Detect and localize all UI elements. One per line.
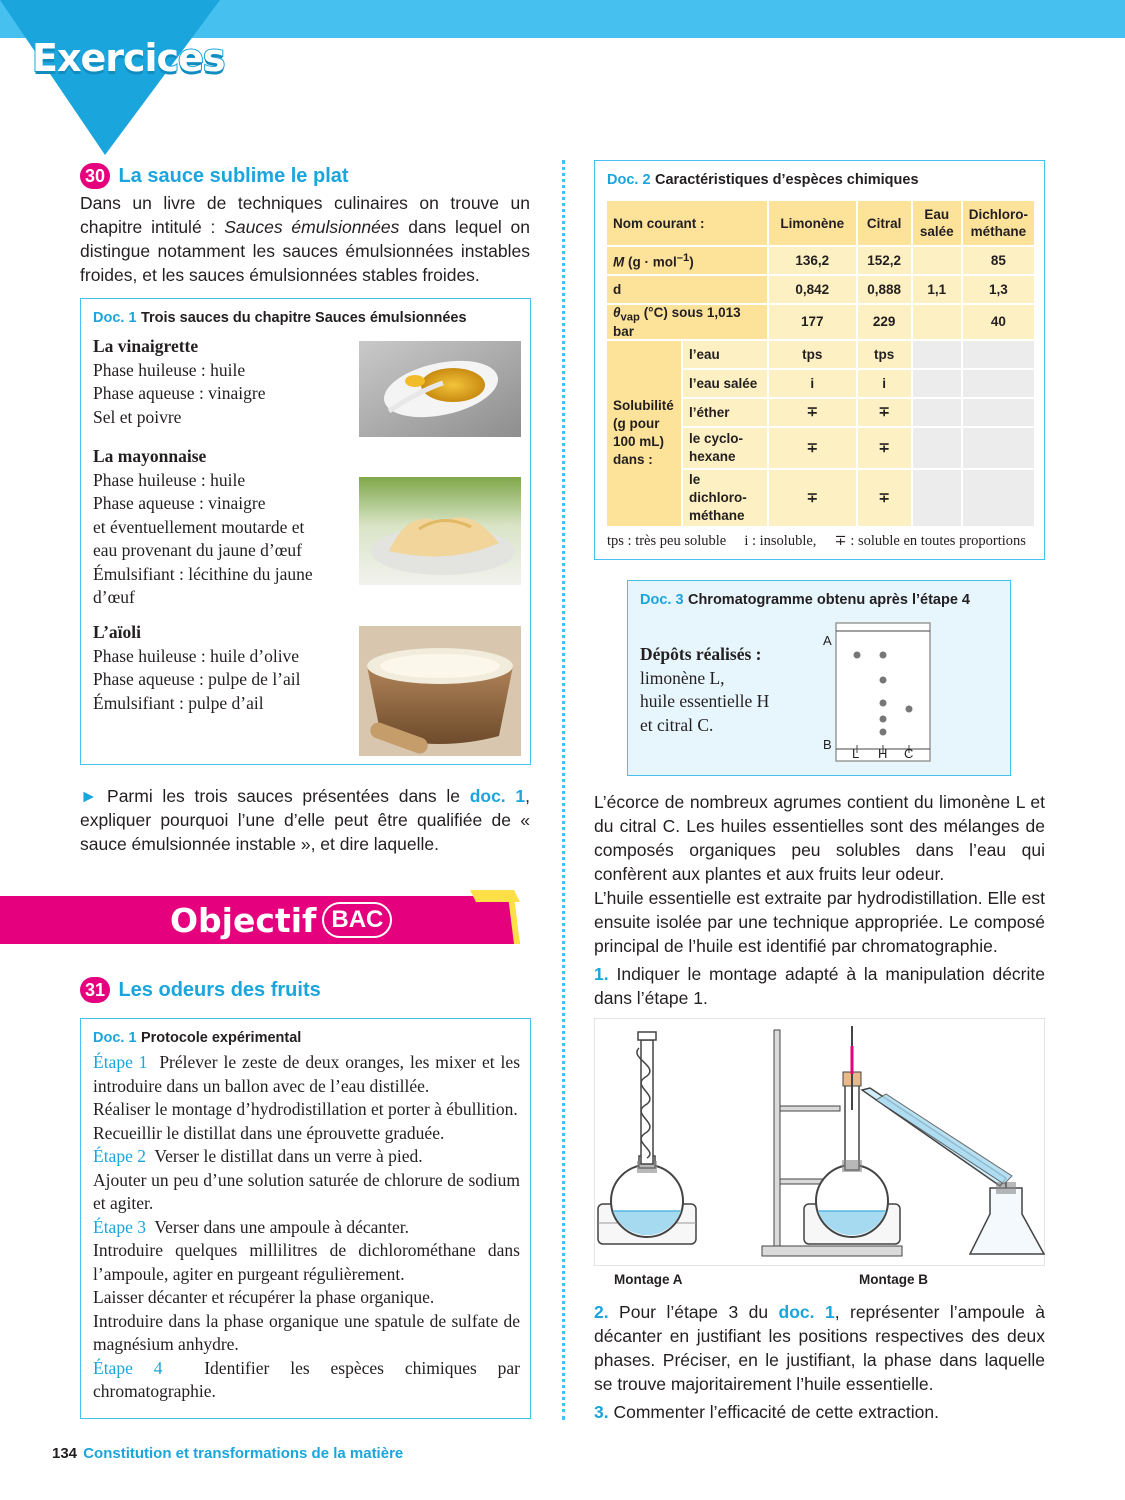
question-arrow-icon: ► bbox=[80, 786, 98, 806]
question-text: Commenter l’efficacité de cette extraction. bbox=[613, 1402, 940, 1422]
doc1-heading bbox=[93, 309, 467, 327]
table-cell: i bbox=[858, 370, 911, 397]
table-cell: 40 bbox=[963, 305, 1034, 339]
doc1-sauces-box bbox=[80, 298, 531, 765]
sauce-aioli bbox=[93, 621, 343, 715]
table-cell: 0,842 bbox=[769, 276, 856, 303]
axis-label-a: A bbox=[823, 633, 832, 648]
paragraph: L’huile essentielle est extraite par hydrodistillation. Elle est ensuite isolée par une technique appropriée. Le composé principal de l’huile est identifié par chromatographie. bbox=[594, 888, 1045, 956]
table-cell: 85 bbox=[963, 247, 1034, 274]
table-row bbox=[607, 305, 1034, 339]
table-header-cell: Limonène bbox=[769, 201, 856, 245]
intro-text-end: dans lequel on distingue notamment les sauces émulsionnées instables froides, et les sauces émulsionnées stables froides. bbox=[80, 217, 530, 285]
doc-reference: doc. 1 bbox=[778, 1302, 835, 1322]
row-label-symbol: θ bbox=[613, 305, 621, 320]
step-text: Identifier les espèces chimiques par chromatographie. bbox=[93, 1357, 521, 1401]
exercise-title: La sauce sublime le plat bbox=[118, 165, 349, 187]
table-cell: tps bbox=[769, 341, 856, 368]
sauce-mayonnaise bbox=[93, 445, 343, 610]
solubility-label: Solubilité (g pour 100 mL) dans : bbox=[607, 341, 681, 526]
row-label-subscript: vap bbox=[620, 311, 640, 324]
objectif-bac-title bbox=[170, 895, 392, 945]
empty-cell bbox=[913, 470, 961, 526]
solvent-label: le dichloro-méthane bbox=[683, 470, 767, 526]
axis-label-b: B bbox=[823, 737, 832, 752]
table-row bbox=[607, 201, 1034, 245]
row-label-close: ) bbox=[689, 254, 694, 270]
table-cell: 136,2 bbox=[769, 247, 856, 274]
table-cell: ∓ bbox=[769, 470, 856, 526]
header-triangle bbox=[0, 0, 230, 160]
sauce-name: La mayonnaise bbox=[93, 446, 207, 466]
question-text: Indiquer le montage adapté à la manipulation décrite dans l’étape 1. bbox=[594, 964, 1045, 1008]
doc1-heading bbox=[93, 1029, 301, 1047]
protocol-steps bbox=[93, 1051, 520, 1404]
spot-h-1 bbox=[880, 652, 887, 659]
sauce-line: et éventuellement moutarde et bbox=[93, 516, 305, 537]
row-label bbox=[607, 305, 767, 339]
question-1 bbox=[594, 962, 1045, 1010]
montage-a-label: Montage A bbox=[614, 1272, 683, 1287]
doc-title: Chromatogramme obtenu après l’étape 4 bbox=[687, 592, 970, 608]
sauce-line: Phase aqueuse : vinaigre bbox=[93, 383, 266, 403]
step-label: Étape 2 bbox=[93, 1146, 146, 1166]
spot-c-1 bbox=[906, 706, 913, 713]
step-text: Verser dans une ampoule à décanter. bbox=[154, 1216, 410, 1237]
table-cell: 177 bbox=[769, 305, 856, 339]
table-cell bbox=[913, 247, 961, 274]
question-text: Pour l’étape 3 du bbox=[619, 1302, 779, 1322]
step-3 bbox=[93, 1216, 520, 1240]
table-row bbox=[607, 341, 1034, 368]
doc-title: Protocole expérimental bbox=[140, 1030, 302, 1046]
exercise-30-intro bbox=[80, 191, 530, 287]
bac-badge: BAC bbox=[322, 902, 392, 938]
exercise-number: 30 bbox=[80, 163, 110, 189]
step-text: Verser le distillat dans un verre à pied. bbox=[154, 1146, 423, 1166]
aioli-photo bbox=[359, 626, 521, 756]
table-cell: 229 bbox=[858, 305, 911, 339]
solvent-label: l’eau bbox=[683, 341, 767, 368]
table-header-cell: Citral bbox=[858, 201, 911, 245]
doc-label: Doc. 3 bbox=[640, 592, 684, 608]
spot-h-3 bbox=[880, 700, 887, 707]
footer-section: Constitution et transformations de la matière bbox=[83, 1445, 404, 1462]
table-header-cell: Eau salée bbox=[913, 201, 961, 245]
table-cell: ∓ bbox=[858, 470, 911, 526]
row-label-unit: (g · mol bbox=[628, 254, 677, 270]
deposit-line: et citral C. bbox=[640, 714, 714, 735]
sauce-line: Sel et poivre bbox=[93, 406, 182, 427]
empty-cell bbox=[963, 428, 1034, 468]
doc-reference: doc. 1 bbox=[469, 786, 526, 806]
step-label: Étape 1 bbox=[93, 1052, 148, 1072]
exercise-30-heading bbox=[80, 163, 540, 189]
row-label bbox=[607, 247, 767, 274]
context-text bbox=[594, 790, 1045, 1010]
step-line: Ajouter un peu d’une solution saturée de chlorure de sodium et agiter. bbox=[93, 1169, 520, 1213]
exercise-30-question bbox=[80, 784, 530, 856]
step-label: Étape 4 bbox=[93, 1357, 163, 1378]
step-4 bbox=[93, 1357, 520, 1404]
questions-2-3 bbox=[594, 1300, 1045, 1424]
empty-cell bbox=[913, 399, 961, 426]
page-number: 134 bbox=[52, 1445, 78, 1462]
doc-label: Doc. 2 bbox=[607, 172, 651, 188]
row-label: d bbox=[607, 276, 767, 303]
table-header-cell: Nom courant : bbox=[607, 201, 767, 245]
exercise-number: 31 bbox=[80, 977, 110, 1003]
empty-cell bbox=[963, 470, 1034, 526]
lane-label-h: H bbox=[878, 746, 888, 761]
lane-label-c: C bbox=[904, 746, 914, 761]
table-cell: 1,1 bbox=[913, 276, 961, 303]
row-label-symbol: M bbox=[613, 254, 625, 270]
exercise-31-heading bbox=[80, 977, 540, 1003]
question-3 bbox=[594, 1400, 1045, 1424]
spot-h-2 bbox=[880, 677, 887, 684]
doc-title: Caractéristiques d’espèces chimiques bbox=[654, 172, 919, 188]
objectif-word: Objectif bbox=[170, 900, 317, 940]
question-text: Parmi les trois sauces présentées dans le bbox=[107, 786, 470, 806]
step-line: Introduire dans la phase organique une spatule de sulfate de magnésium anhydre. bbox=[93, 1310, 520, 1354]
table-cell: ∓ bbox=[769, 428, 856, 468]
sauce-line: Phase huileuse : huile d’olive bbox=[93, 645, 300, 666]
table-row bbox=[607, 247, 1034, 274]
empty-cell bbox=[913, 370, 961, 397]
empty-cell bbox=[963, 399, 1034, 426]
vinaigrette-photo bbox=[359, 341, 521, 437]
deposits-text bbox=[640, 643, 769, 737]
doc2-heading bbox=[607, 171, 919, 189]
sauce-line: Phase aqueuse : pulpe de l’ail bbox=[93, 669, 301, 689]
sauce-line: Phase aqueuse : vinaigre bbox=[93, 493, 266, 513]
spot-h-5 bbox=[880, 729, 887, 736]
row-label-unit: (°C) sous 1,013 bar bbox=[613, 305, 741, 339]
table-cell: 0,888 bbox=[858, 276, 911, 303]
doc2-table-box bbox=[594, 160, 1045, 560]
footer bbox=[52, 1445, 403, 1462]
solvent-label: l’éther bbox=[683, 399, 767, 426]
table-cell: ∓ bbox=[858, 399, 911, 426]
intro-text: Dans un livre de techniques culinaires on trouve un chapitre intitulé : bbox=[80, 193, 530, 237]
deposit-line: huile essentielle H bbox=[640, 691, 770, 711]
section-title: Exercices bbox=[32, 36, 225, 80]
table-row bbox=[607, 276, 1034, 303]
step-line: Laisser décanter et récupérer la phase organique. bbox=[93, 1287, 435, 1307]
sauce-line: Phase huileuse : huile bbox=[93, 469, 246, 490]
question-number: 2. bbox=[594, 1302, 609, 1322]
mayonnaise-photo bbox=[359, 477, 521, 585]
question-text-end: , représenter l’ampoule à décanter en justifiant les positions respectives des deux phases. Préciser, en le justifiant, la phase dans laquelle se trouve majoritairement l’huile essentielle. bbox=[594, 1302, 1045, 1394]
doc3-heading bbox=[640, 591, 970, 609]
sauce-line: Émulsifiant : lécithine du jaune bbox=[93, 563, 313, 584]
doc-label: Doc. 1 bbox=[93, 310, 137, 326]
solvent-label: le cyclo-hexane bbox=[683, 428, 767, 468]
question-number: 3. bbox=[594, 1402, 609, 1422]
empty-cell bbox=[913, 341, 961, 368]
table-cell bbox=[913, 305, 961, 339]
empty-cell bbox=[963, 341, 1034, 368]
question-2 bbox=[594, 1300, 1045, 1396]
doc3-chromatogram-box bbox=[627, 580, 1011, 776]
column-divider bbox=[562, 160, 565, 1420]
empty-cell bbox=[963, 370, 1034, 397]
table-cell: tps bbox=[858, 341, 911, 368]
spot-h-4 bbox=[880, 716, 887, 723]
sauce-line: eau provenant du jaune d’œuf bbox=[93, 540, 302, 560]
spot-l-1 bbox=[854, 652, 861, 659]
sauce-line: d’œuf bbox=[93, 587, 135, 607]
table-legend: tps : très peu soluble i : insoluble, ∓ : soluble en toutes proportions bbox=[607, 533, 1026, 549]
deposits-title: Dépôts réalisés : bbox=[640, 644, 762, 664]
chromatogram-plate bbox=[833, 619, 933, 767]
step-line: Réaliser le montage d’hydrodistillation et porter à ébullition. bbox=[93, 1099, 518, 1119]
step-label: Étape 3 bbox=[93, 1216, 146, 1237]
row-label-exponent: –1 bbox=[676, 251, 690, 264]
doc1-protocol-box bbox=[80, 1018, 531, 1419]
question-number: 1. bbox=[594, 964, 609, 984]
sauce-line: Phase huileuse : huile bbox=[93, 359, 246, 380]
doc-label: Doc. 1 bbox=[93, 1030, 137, 1046]
exercise-title: Les odeurs des fruits bbox=[118, 979, 321, 1001]
doc-title: Trois sauces du chapitre Sauces émulsionnées bbox=[140, 310, 467, 326]
intro-italic: Sauces émulsionnées bbox=[224, 217, 400, 237]
empty-cell bbox=[913, 428, 961, 468]
sauce-vinaigrette bbox=[93, 335, 343, 429]
table-cell: 1,3 bbox=[963, 276, 1034, 303]
sauce-line: Émulsifiant : pulpe d’ail bbox=[93, 692, 264, 713]
table-cell: ∓ bbox=[769, 399, 856, 426]
sauce-name: La vinaigrette bbox=[93, 336, 199, 356]
table-cell: ∓ bbox=[858, 428, 911, 468]
table-cell: i bbox=[769, 370, 856, 397]
lane-label-l: L bbox=[852, 746, 860, 761]
paragraph: L’écorce de nombreux agrumes contient du limonène L et du citral C. Les huiles essentielles sont des mélanges de composés organiques peu solubles dans l’eau qui confèrent aux plantes et aux fruits leur odeur. bbox=[594, 792, 1045, 884]
step-2 bbox=[93, 1145, 520, 1169]
step-text: Prélever le zeste de deux oranges, les mixer et les introduire dans un ballon avec de l’eau distillée. bbox=[93, 1052, 520, 1096]
montages-figure bbox=[594, 1018, 1045, 1266]
table-header-cell: Dichloro-méthane bbox=[963, 201, 1034, 245]
properties-table bbox=[605, 199, 1036, 528]
sauce-name: L’aïoli bbox=[93, 622, 141, 642]
deposit-line: limonène L, bbox=[640, 667, 725, 688]
montage-b-label: Montage B bbox=[859, 1272, 928, 1287]
solvent-label: l’eau salée bbox=[683, 370, 767, 397]
step-1 bbox=[93, 1051, 520, 1098]
question-text-end: , expliquer pourquoi l’une d’elle peut être qualifiée de « sauce émulsionnée instable », et dire laquelle. bbox=[80, 786, 530, 854]
step-line: Recueillir le distillat dans une éprouvette graduée. bbox=[93, 1122, 445, 1143]
table-cell: 152,2 bbox=[858, 247, 911, 274]
step-line: Introduire quelques millilitres de dichlorométhane dans l’ampoule, agiter en purgeant régulièrement. bbox=[93, 1240, 520, 1284]
